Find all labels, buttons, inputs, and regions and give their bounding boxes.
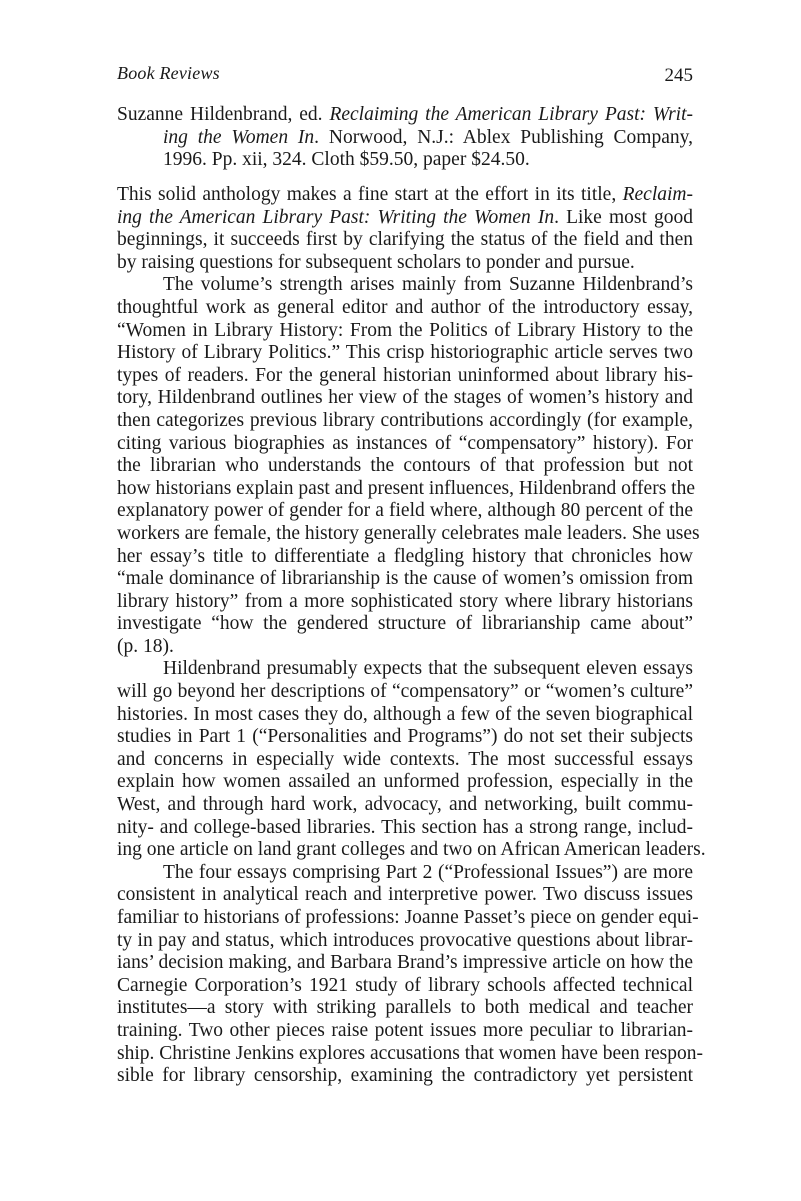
- text-line: sible for library censorship, examining the contradictory yet persistent: [117, 1065, 693, 1087]
- text-line: library history” from a more sophisticated story where library historians: [117, 590, 693, 612]
- running-head: [117, 63, 693, 87]
- text-line: investigate “how the gendered structure of librarianship came about”: [117, 613, 693, 635]
- text-line: explain how women assailed an unformed profession, especially in the: [117, 771, 693, 793]
- text-line: training. Two other pieces raise potent issues more peculiar to librarian-: [117, 1019, 693, 1041]
- text-line: History of Library Politics.” This crisp historiographic article serves two: [117, 342, 693, 364]
- text-line: The volume’s strength arises mainly from Suzanne Hildenbrand’s: [163, 274, 693, 296]
- text-line: then categorizes previous library contributions accordingly (for example,: [117, 409, 693, 431]
- text-line: her essay’s title to differentiate a fledgling history that chronicles how: [117, 545, 693, 567]
- text-line: will go beyond her descriptions of “compensatory” or “women’s culture”: [117, 681, 693, 703]
- text-line: consistent in analytical reach and interpretive power. Two discuss issues: [117, 884, 693, 906]
- text-line: by raising questions for subsequent scholars to ponder and pursue.: [117, 251, 635, 273]
- text-line: familiar to historians of professions: Joanne Passet’s piece on gender equi-: [117, 907, 699, 928]
- text-line: Carnegie Corporation’s 1921 study of library schools affected technical: [117, 974, 693, 996]
- text-line: “Women in Library History: From the Politics of Library History to the: [117, 319, 693, 341]
- text-line: studies in Part 1 (“Personalities and Programs”) do not set their subjects: [117, 726, 693, 748]
- text-line: how historians explain past and present influences, Hildenbrand offers the: [117, 477, 695, 499]
- text-line: “male dominance of librarianship is the cause of women’s omission from: [117, 568, 693, 590]
- paragraph: [117, 861, 703, 1088]
- text-line: histories. In most cases they do, although a few of the seven biographical: [117, 703, 693, 725]
- text-line: nity- and college-based libraries. This section has a strong range, includ-: [117, 816, 693, 838]
- text-line: ship. Christine Jenkins explores accusations that women have been respon-: [117, 1042, 703, 1064]
- text-line: and concerns in especially wide contexts. The most successful essays: [117, 748, 693, 770]
- text-line: ing one article on land grant colleges and two on African American leaders.: [117, 839, 706, 861]
- text-line: types of readers. For the general historian uninformed about library his-: [117, 364, 693, 386]
- citation-line: 1996. Pp. xii, 324. Cloth $59.50, paper $24.50.: [163, 149, 530, 170]
- page-number: 245: [664, 65, 693, 86]
- paragraph: [117, 274, 700, 658]
- text-line: ians’ decision making, and Barbara Brand’s impressive article on how the: [117, 952, 693, 974]
- citation-line: Suzanne Hildenbrand, ed. Reclaiming the American Library Past: Writ-: [117, 104, 693, 125]
- text-line: workers are female, the history generally celebrates male leaders. She uses: [117, 522, 700, 544]
- citation-line: ing the Women In. Norwood, N.J.: Ablex Publishing Company,: [163, 126, 693, 148]
- text-line: (p. 18).: [117, 635, 174, 657]
- text-line: explanatory power of gender for a field where, although 80 percent of the: [117, 500, 693, 522]
- text-line: ing the American Library Past: Writing the Women In. Like most good: [117, 206, 693, 228]
- section-title: Book Reviews: [117, 63, 220, 83]
- book-citation: [117, 104, 693, 172]
- paragraph: [117, 184, 693, 274]
- text-line: West, and through hard work, advocacy, and networking, built commu-: [117, 794, 693, 816]
- text-line: citing various biographies as instances of “compensatory” history). For: [117, 432, 693, 454]
- text-line: the librarian who understands the contours of that profession but not: [117, 455, 693, 477]
- text-line: ty in pay and status, which introduces provocative questions about librar-: [117, 929, 693, 951]
- text-line: beginnings, it succeeds first by clarifying the status of the field and then: [117, 229, 693, 251]
- review-body: [117, 184, 706, 1088]
- text-line: institutes—a story with striking parallels to both medical and teacher: [117, 997, 693, 1019]
- text-line: thoughtful work as general editor and author of the introductory essay,: [117, 296, 693, 318]
- text-line: This solid anthology makes a fine start at the effort in its title, Reclaim-: [117, 184, 693, 205]
- text-line: The four essays comprising Part 2 (“Professional Issues”) are more: [163, 861, 693, 883]
- paragraph: [117, 658, 706, 861]
- text-line: Hildenbrand presumably expects that the subsequent eleven essays: [163, 658, 693, 680]
- text-line: tory, Hildenbrand outlines her view of the stages of women’s history and: [117, 387, 693, 409]
